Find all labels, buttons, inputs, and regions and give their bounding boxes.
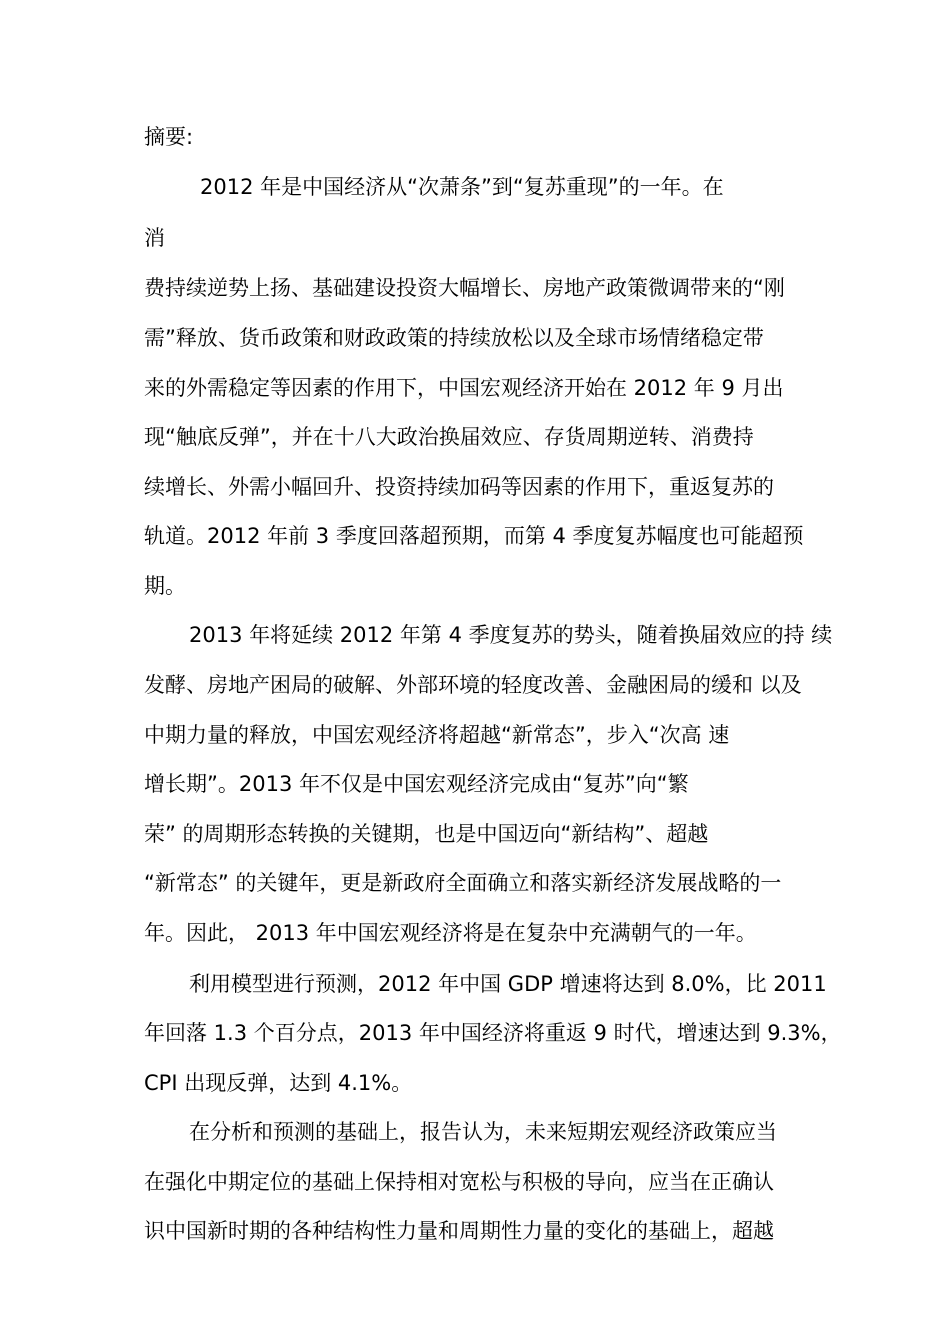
paragraph-line: 增长期”。2013 年不仅是中国宏观经济完成由“复苏”向“繁 <box>144 772 689 796</box>
paragraph-line: 费持续逆势上扬、基础建设投资大幅增长、房地产政策微调带来的“刚 <box>144 276 785 300</box>
paragraph-line: 现“触底反弹”，并在十八大政治换届效应、存货周期逆转、消费持 <box>144 425 754 449</box>
paragraph-line: 2013 年将延续 2012 年第 4 季度复苏的势头，随着换届效应的持 续 <box>189 623 833 647</box>
paragraph-line: 荣” 的周期形态转换的关键期，也是中国迈向“新结构”、超越 <box>144 822 709 846</box>
paragraph-line: 续增长、外需小幅回升、投资持续加码等因素的作用下，重返复苏的 <box>144 475 774 499</box>
paragraph-line: 期。 <box>144 574 186 598</box>
paragraph-line: 识中国新时期的各种结构性力量和周期性力量的变化的基础上，超越 <box>144 1219 774 1243</box>
paragraph-line: “新常态” 的关键年，更是新政府全面确立和落实新经济发展战略的一 <box>144 871 782 895</box>
paragraph-line: 发酵、房地产困局的破解、外部环境的轻度改善、金融困局的缓和 以及 <box>144 673 802 697</box>
paragraph-line: 在分析和预测的基础上，报告认为，未来短期宏观经济政策应当 <box>189 1120 777 1144</box>
paragraph-line: CPI 出现反弹，达到 4.1%。 <box>144 1071 413 1095</box>
paragraph-line: 消 <box>144 226 165 250</box>
paragraph-line: 中期力量的释放，中国宏观经济将超越“新常态”，步入“次高 速 <box>144 723 730 747</box>
paragraph-line: 轨道。2012 年前 3 季度回落超预期，而第 4 季度复苏幅度也可能超预 <box>144 524 804 548</box>
paragraph-line: 利用模型进行预测，2012 年中国 GDP 增速将达到 8.0%，比 2011 <box>189 972 827 996</box>
paragraph-line: 需”释放、货币政策和财政政策的持续放松以及全球市场情绪稳定带 <box>144 326 764 350</box>
paragraph-line: 年。因此， 2013 年中国宏观经济将是在复杂中充满朝气的一年。 <box>144 921 757 945</box>
paragraph-line: 来的外需稳定等因素的作用下，中国宏观经济开始在 2012 年 9 月出 <box>144 376 784 400</box>
paragraph-line: 在强化中期定位的基础上保持相对宽松与积极的导向，应当在正确认 <box>144 1170 774 1194</box>
paragraph-line: 2012 年是中国经济从“次萧条”到“复苏重现”的一年。在 <box>200 175 724 199</box>
abstract-heading: 摘要: <box>144 125 194 149</box>
paragraph-line: 年回落 1.3 个百分点，2013 年中国经济将重返 9 时代，增速达到 9.3%， <box>144 1021 842 1045</box>
